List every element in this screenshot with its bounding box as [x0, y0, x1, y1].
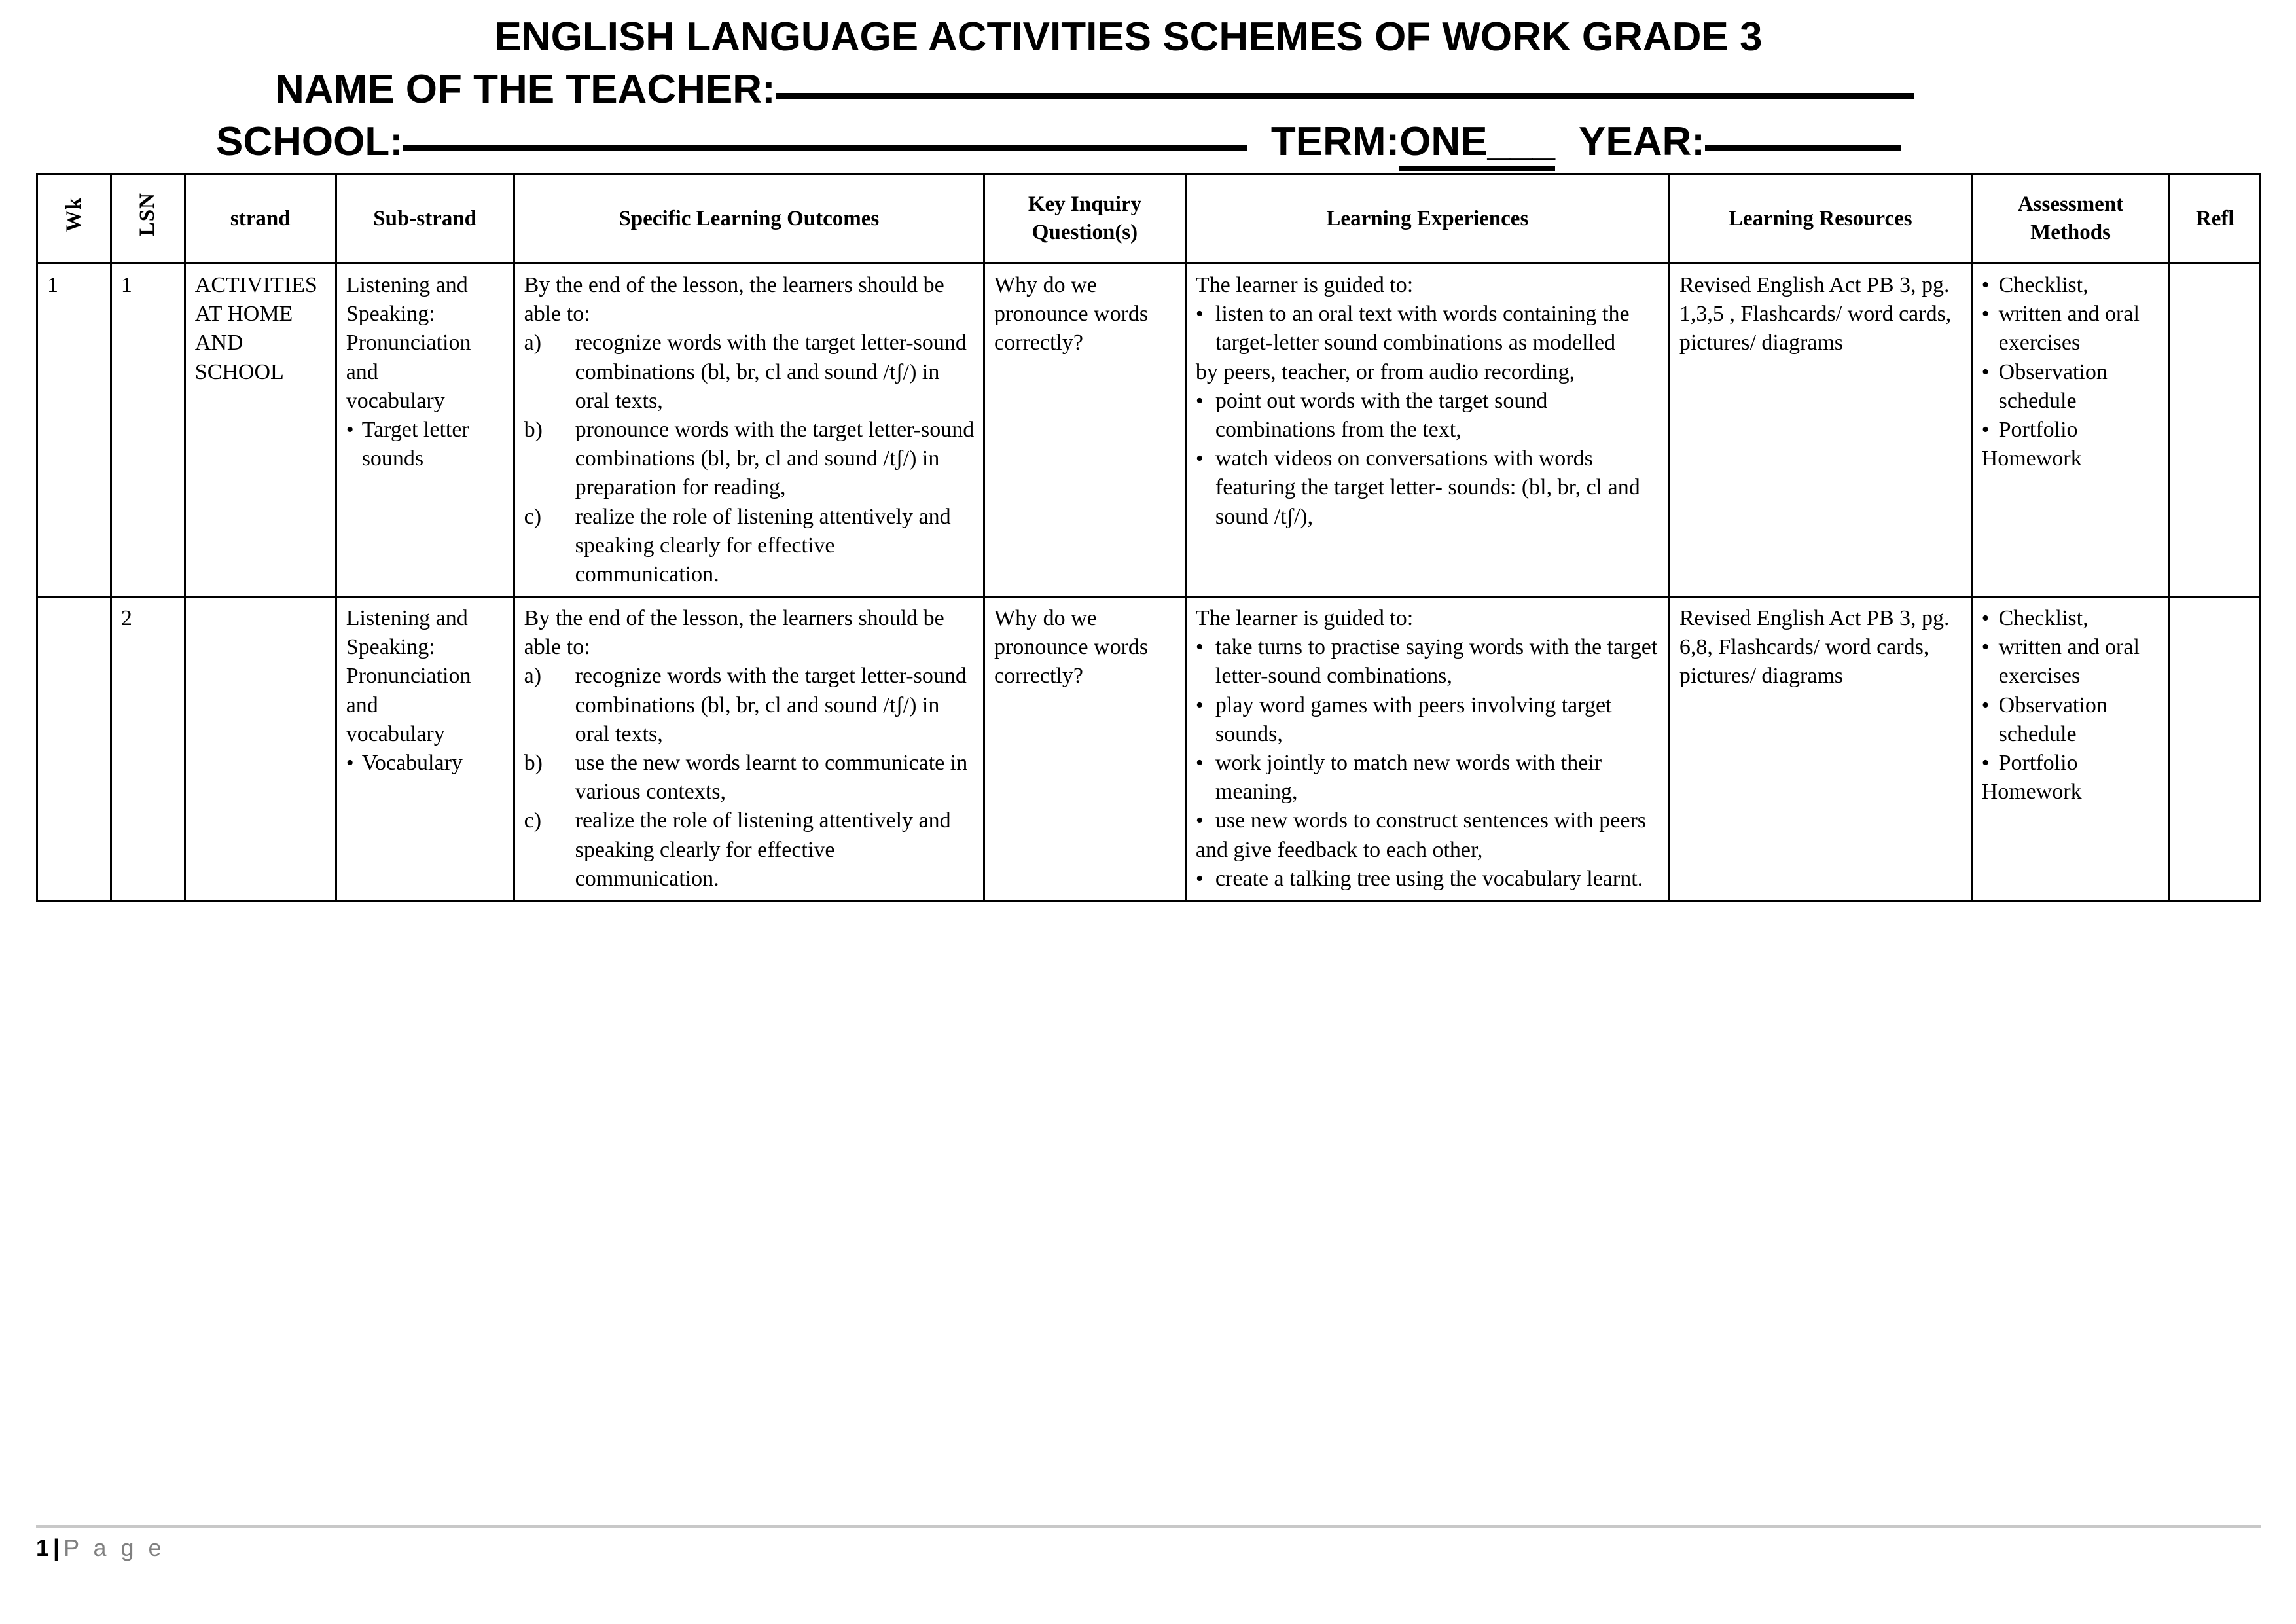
column-header-wk — [37, 174, 111, 264]
assessment-item — [1982, 604, 2161, 633]
cell-learning-resources: Revised English Act PB 3, pg. 1,3,5 , Flashcards/ word cards, pictures/ diagrams — [1669, 264, 1971, 597]
slo-list — [524, 662, 975, 893]
slo-item — [524, 503, 975, 590]
teacher-label: NAME OF THE TEACHER: — [275, 67, 776, 112]
page-number: 1 — [36, 1534, 50, 1561]
column-header-lsn — [111, 174, 185, 264]
assessment-item — [1982, 300, 2161, 357]
cell-sub-strand — [336, 264, 514, 597]
bullet-icon: • — [1195, 388, 1204, 413]
assessment-text: Checklist, — [1998, 273, 2089, 297]
column-header-assessment-methods — [1971, 174, 2170, 264]
year-blank[interactable] — [1705, 145, 1901, 151]
column-header-refl: Refl — [2170, 174, 2261, 264]
lex-item — [1196, 444, 1660, 532]
school-name-blank[interactable] — [403, 145, 1247, 151]
assessment-item — [1982, 749, 2161, 778]
assessment-item — [1982, 633, 2161, 691]
assessment-text: Checklist, — [1998, 606, 2089, 631]
cell-week: 1 — [37, 264, 111, 597]
bullet-icon: • — [1981, 606, 1990, 631]
lex-text: use new words to construct sentences with peers — [1215, 808, 1647, 833]
lex-item — [1196, 749, 1660, 806]
slo-text: pronounce words with the target letter-sound combinations (bl, br, cl and sound /tʃ/) in preparation for reading, — [575, 417, 975, 500]
lex-lead-text: The learner is guided to: — [1195, 606, 1414, 631]
table-header-row — [37, 174, 2261, 264]
assessment-text: Observation schedule — [1998, 693, 2108, 746]
page-indicator — [36, 1534, 2261, 1562]
cell-specific-learning-outcomes — [514, 597, 984, 901]
assessment-tail: Homework — [1981, 780, 2082, 804]
sub-strand-line: and — [346, 359, 378, 384]
column-header-wk-label: Wk — [62, 197, 86, 232]
lex-text: create a talking tree using the vocabulary learnt. — [1215, 866, 1643, 891]
teacher-name-blank[interactable] — [776, 93, 1914, 99]
cell-assessment-methods — [1971, 264, 2170, 597]
lex-text: work jointly to match new words with their meaning, — [1215, 751, 1602, 804]
cell-key-inquiry-question: Why do we pronounce words correctly? — [984, 264, 1186, 597]
school-term-year-line — [0, 119, 2296, 164]
page-title: ENGLISH LANGUAGE ACTIVITIES SCHEMES OF WORK GRADE 3 — [494, 14, 1763, 60]
assessment-list — [1982, 604, 2161, 778]
sub-strand-line: Speaking: — [346, 635, 435, 660]
term-value[interactable]: ONE___ — [1399, 119, 1555, 171]
bullet-icon: • — [1981, 417, 1990, 442]
slo-text: realize the role of listening attentively and speaking clearly for effective communication. — [575, 808, 951, 891]
cell-assessment-methods — [1971, 597, 2170, 901]
assessment-label-line1: Assessment — [2017, 192, 2124, 217]
table-row — [37, 597, 2261, 901]
slo-item — [524, 416, 975, 503]
slo-item — [524, 329, 975, 416]
schemes-of-work-table-container — [36, 173, 2261, 902]
document-header — [0, 0, 2296, 162]
page-footer — [36, 1525, 2261, 1562]
lex-text: watch videos on conversations with words featuring the target letter- sounds: (bl, br, cl and sound /tʃ/), — [1215, 446, 1640, 529]
lex-item — [1196, 806, 1660, 835]
bullet-icon: • — [1981, 359, 1990, 384]
cell-learning-resources: Revised English Act PB 3, pg. 6,8, Flashcards/ word cards, pictures/ diagrams — [1669, 597, 1971, 901]
kiq-label-line1: Key Inquiry — [1028, 192, 1142, 217]
slo-lead-text: By the end of the lesson, the learners should be able to: — [524, 273, 944, 327]
lex-lead-text: The learner is guided to: — [1195, 273, 1414, 297]
page-separator: | — [53, 1534, 60, 1561]
slo-item — [524, 749, 975, 806]
sub-strand-line: vocabulary — [346, 388, 445, 413]
bullet-icon: • — [1195, 446, 1204, 471]
column-header-specific-learning-outcomes: Specific Learning Outcomes — [514, 174, 984, 264]
sub-strand-line: Speaking: — [346, 302, 435, 327]
sub-strand-line: Pronunciation — [346, 664, 471, 689]
cell-strand — [185, 597, 336, 901]
assessment-tail: Homework — [1981, 446, 2082, 471]
lex-continuation: by peers, teacher, or from audio recording, — [1195, 359, 1575, 384]
sub-strand-bullet-item — [346, 416, 505, 473]
cell-key-inquiry-question: Why do we pronounce words correctly? — [984, 597, 1186, 901]
sub-strand-line: vocabulary — [346, 721, 445, 746]
lex-item — [1196, 691, 1660, 749]
column-header-learning-resources: Learning Resources — [1669, 174, 1971, 264]
slo-marker: a) — [524, 331, 542, 355]
bullet-icon: • — [1981, 273, 1990, 297]
lex-list — [1196, 300, 1660, 357]
assessment-text: Portfolio — [1998, 751, 2078, 775]
assessment-text: Portfolio — [1998, 417, 2078, 442]
cell-reflection[interactable] — [2170, 264, 2261, 597]
slo-marker: b) — [524, 751, 543, 775]
cell-specific-learning-outcomes — [514, 264, 984, 597]
slo-item — [524, 662, 975, 749]
slo-lead-text: By the end of the lesson, the learners should be able to: — [524, 606, 944, 660]
cell-reflection[interactable] — [2170, 597, 2261, 901]
page-word-label: P a g e — [63, 1534, 166, 1561]
footer-divider — [36, 1525, 2261, 1528]
sub-strand-line: Listening and — [346, 606, 468, 631]
slo-marker: a) — [524, 664, 542, 689]
sub-strand-bullet-label: Target letter sounds — [361, 417, 469, 471]
bullet-icon: • — [1195, 808, 1204, 833]
table-body — [37, 264, 2261, 901]
slo-text: recognize words with the target letter-sound combinations (bl, br, cl and sound /tʃ/) in oral texts, — [575, 664, 967, 746]
term-label: TERM: — [1270, 119, 1400, 164]
bullet-icon: • — [1195, 635, 1204, 660]
bullet-icon: • — [346, 417, 354, 442]
bullet-icon: • — [1981, 693, 1990, 717]
slo-text: use the new words learnt to communicate in various contexts, — [575, 751, 968, 804]
lex-item — [1196, 865, 1660, 893]
year-label: YEAR: — [1578, 119, 1705, 164]
assessment-item — [1982, 271, 2161, 300]
lex-list — [1196, 865, 1660, 893]
slo-marker: c) — [524, 808, 542, 833]
cell-week — [37, 597, 111, 901]
bullet-icon: • — [1981, 635, 1990, 660]
assessment-list — [1982, 271, 2161, 444]
lex-continuation: and give feedback to each other, — [1195, 837, 1483, 862]
lex-text: take turns to practise saying words with the target letter-sound combinations, — [1215, 635, 1658, 689]
column-header-strand: strand — [185, 174, 336, 264]
assessment-text: written and oral exercises — [1998, 302, 2140, 355]
lex-text: point out words with the target sound combinations from the text, — [1215, 388, 1548, 442]
teacher-name-field-line — [0, 69, 2296, 110]
schemes-of-work-table — [36, 173, 2261, 902]
assessment-item — [1982, 358, 2161, 416]
bullet-icon: • — [1981, 751, 1990, 775]
column-header-sub-strand: Sub-strand — [336, 174, 514, 264]
lex-text: play word games with peers involving target sounds, — [1215, 693, 1612, 746]
assessment-text: Observation schedule — [1998, 359, 2108, 413]
cell-lesson: 1 — [111, 264, 185, 597]
cell-lesson: 2 — [111, 597, 185, 901]
kiq-label-line2: Question(s) — [1031, 221, 1138, 244]
assessment-text: written and oral exercises — [1998, 635, 2140, 689]
bullet-icon: • — [1195, 302, 1204, 327]
table-row — [37, 264, 2261, 597]
slo-item — [524, 806, 975, 893]
sub-strand-line: and — [346, 693, 378, 717]
assessment-label-line2: Methods — [2030, 221, 2111, 244]
slo-marker: b) — [524, 417, 543, 442]
lex-text: listen to an oral text with words containing the target-letter sound combinations as modelled — [1215, 302, 1630, 355]
column-header-lsn-label: LSN — [135, 192, 160, 237]
lex-item — [1196, 387, 1660, 444]
column-header-learning-experiences: Learning Experiences — [1185, 174, 1669, 264]
cell-learning-experiences — [1185, 264, 1669, 597]
sub-strand-line: Listening and — [346, 273, 468, 297]
slo-text: recognize words with the target letter-sound combinations (bl, br, cl and sound /tʃ/) in oral texts, — [575, 331, 967, 413]
bullet-icon: • — [1195, 866, 1204, 891]
sub-strand-line: Pronunciation — [346, 331, 471, 355]
lex-list — [1196, 633, 1660, 835]
slo-text: realize the role of listening attentively and speaking clearly for effective communication. — [575, 504, 951, 586]
sub-strand-bullet-label: Vocabulary — [361, 751, 463, 775]
lex-item — [1196, 300, 1660, 357]
slo-marker: c) — [524, 504, 542, 529]
lex-item — [1196, 633, 1660, 691]
sub-strand-bullet-item — [346, 749, 505, 778]
bullet-icon: • — [1981, 302, 1990, 327]
assessment-item — [1982, 691, 2161, 749]
column-header-key-inquiry-questions — [984, 174, 1186, 264]
cell-sub-strand — [336, 597, 514, 901]
slo-list — [524, 329, 975, 589]
bullet-icon: • — [1195, 693, 1204, 717]
bullet-icon: • — [1195, 751, 1204, 775]
cell-learning-experiences — [1185, 597, 1669, 901]
lex-list — [1196, 387, 1660, 532]
bullet-icon: • — [346, 751, 354, 775]
school-label: SCHOOL: — [216, 119, 403, 164]
assessment-item — [1982, 416, 2161, 444]
cell-strand: ACTIVITIES AT HOME AND SCHOOL — [185, 264, 336, 597]
